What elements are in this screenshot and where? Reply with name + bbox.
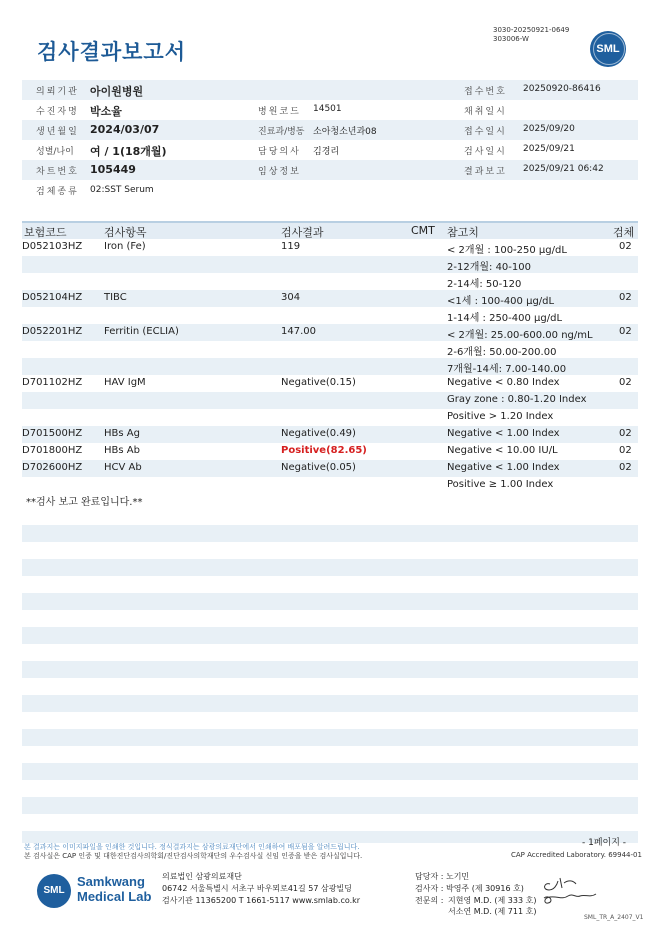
image-notice: 본 결과지는 이미지파일을 인쇄한 것입니다. 정식결과지는 삼광의료재단에서 인쇄하여 배포됨을 알려드립니다. (24, 843, 360, 851)
brand-name-1: Samkwang (77, 874, 145, 889)
row-specimen: 02 (619, 326, 632, 337)
table-row (22, 477, 638, 494)
value-receipt-time: 2025/09/20 (523, 124, 575, 134)
footer-brand (77, 874, 151, 904)
examiner: 검사자 : 박영주 (제 30916 호) (415, 884, 524, 893)
value-chart-number: 105449 (90, 163, 136, 176)
info-row-3 (22, 120, 638, 140)
table-row (22, 307, 638, 324)
footer-sml-logo: SML (37, 874, 71, 908)
label-chart-number: 차트번호 (36, 167, 79, 177)
value-birth-date: 2024/03/07 (90, 123, 160, 136)
table-row (22, 239, 638, 256)
row-specimen: 02 (619, 462, 632, 473)
report-title: 검사결과보고서 (37, 40, 187, 64)
cap-accreditation: CAP Accredited Laboratory. 69944-01 (511, 851, 642, 859)
info-row-2 (22, 100, 638, 120)
row-specimen: 02 (619, 428, 632, 439)
row-item: HBs Ag (104, 428, 140, 439)
row-specimen: 02 (619, 377, 632, 388)
row-code: D701800HZ (22, 445, 83, 456)
label-receipt-time: 접수일시 (464, 127, 507, 137)
table-row (22, 443, 638, 460)
value-department: 소아청소년과08 (313, 127, 377, 137)
row-item: TIBC (104, 292, 127, 303)
row-reference: Positive > 1.20 Index (447, 411, 554, 422)
label-clinical-info: 임상정보 (258, 167, 301, 177)
form-code: SML_TR_A_2407_V1 (584, 914, 644, 921)
row-reference: Positive ≥ 1.00 Index (447, 479, 554, 490)
label-requesting-institution: 의뢰기관 (36, 87, 79, 97)
row-result: Negative(0.49) (281, 428, 356, 439)
row-reference: < 2개월 : 100-250 μg/dL (447, 245, 567, 256)
report-completion-note: **검사 보고 완료입니다.** (26, 497, 143, 508)
brand-name-2: Medical Lab (77, 889, 152, 904)
label-test-time: 검사일시 (464, 147, 507, 157)
table-row (22, 358, 638, 375)
label-sex-age: 성별/나이 (36, 147, 74, 157)
row-reference: 2-14세: 50-120 (447, 279, 522, 290)
document-id (493, 26, 569, 44)
organization-address: 06742 서울특별시 서초구 바우뫼로41길 57 삼광빌딩 (162, 884, 352, 893)
info-row-1 (22, 80, 638, 100)
table-row (22, 426, 638, 443)
row-item: HAV IgM (104, 377, 146, 388)
signature-image (540, 868, 600, 912)
row-reference: Negative < 0.80 Index (447, 377, 560, 388)
empty-row (22, 797, 638, 814)
label-specimen-type: 검체종류 (36, 187, 79, 197)
value-report-time: 2025/09/21 06:42 (523, 164, 604, 174)
row-result: Negative(0.05) (281, 462, 356, 473)
label-collection-time: 채취일시 (464, 107, 507, 117)
row-result: 147.00 (281, 326, 316, 337)
row-result: 304 (281, 292, 301, 303)
empty-row (22, 559, 638, 576)
table-row (22, 273, 638, 290)
value-test-time: 2025/09/21 (523, 144, 575, 154)
row-reference: 2-12개월: 40-100 (447, 262, 531, 273)
label-patient-name: 수진자명 (36, 107, 79, 117)
info-row-5 (22, 160, 638, 180)
accreditation-notice: 본 검사실은 CAP 인증 및 대한진단검사의학회/진단검사의학재단의 우수검사실 신임 인증을 받은 검사실입니다. (24, 852, 363, 860)
label-birth-date: 생년월일 (36, 127, 79, 137)
row-specimen: 02 (619, 445, 632, 456)
value-receipt-number: 20250920-86416 (523, 84, 601, 94)
row-code: D701102HZ (22, 377, 83, 388)
sml-logo: SML (590, 31, 626, 67)
row-item: Iron (Fe) (104, 241, 146, 252)
value-sex-age: 여 / 1(18개월) (90, 145, 167, 158)
empty-row (22, 729, 638, 746)
table-row (22, 460, 638, 477)
specialist-label: 전문의 : (415, 896, 444, 905)
value-patient-name: 박소율 (90, 105, 122, 118)
header-test-item: 검사항목 (104, 226, 147, 239)
empty-row (22, 695, 638, 712)
header-insurance-code: 보험코드 (24, 226, 67, 239)
header-cmt: CMT (411, 224, 435, 237)
empty-row (22, 627, 638, 644)
table-row (22, 375, 638, 392)
row-code: D052201HZ (22, 326, 83, 337)
specialist-1: 지현영 M.D. (제 333 호) (448, 896, 537, 905)
page-number: - 1페이지 - (582, 838, 627, 848)
header-reference: 참고치 (447, 226, 479, 239)
document-id-line-1: 3030-20250921-0649 (493, 26, 570, 34)
table-row (22, 392, 638, 409)
row-item: Ferritin (ECLIA) (104, 326, 179, 337)
row-result-positive: Positive(82.65) (281, 445, 367, 456)
row-reference: Gray zone : 0.80-1.20 Index (447, 394, 587, 405)
row-item: HCV Ab (104, 462, 142, 473)
row-code: D052104HZ (22, 292, 83, 303)
header-test-result: 검사결과 (281, 226, 324, 239)
row-reference: Negative < 1.00 Index (447, 428, 560, 439)
value-attending-doctor: 김경리 (313, 147, 340, 157)
table-row (22, 324, 638, 341)
label-department: 진료과/병동 (258, 127, 305, 137)
table-row (22, 256, 638, 273)
row-result: 119 (281, 241, 301, 252)
document-id-line-2: 303006-W (493, 35, 529, 43)
header-specimen: 검체 (613, 226, 635, 239)
row-result: Negative(0.15) (281, 377, 356, 388)
organization-contact: 검사기관 11365200 T 1661-5117 www.smlab.co.kr (162, 896, 361, 905)
row-code: D702600HZ (22, 462, 83, 473)
row-code: D052103HZ (22, 241, 83, 252)
row-specimen: 02 (619, 241, 632, 252)
row-reference: 2-6개월: 50.00-200.00 (447, 347, 557, 358)
organization-name: 의료법인 삼광의료재단 (162, 872, 242, 881)
row-reference: Negative < 10.00 IU/L (447, 445, 558, 456)
label-attending-doctor: 담당의사 (258, 147, 301, 157)
row-specimen: 02 (619, 292, 632, 303)
empty-row (22, 525, 638, 542)
row-reference: Negative < 1.00 Index (447, 462, 560, 473)
table-row (22, 409, 638, 426)
info-row-4 (22, 140, 638, 160)
empty-row (22, 763, 638, 780)
info-row-6 (22, 180, 638, 200)
row-reference: <1세 : 100-400 μg/dL (447, 296, 555, 307)
specialist-2: 서소연 M.D. (제 711 호) (448, 907, 537, 916)
row-reference: 7개월-14세: 7.00-140.00 (447, 364, 567, 375)
value-requesting-institution: 아이원병원 (90, 85, 144, 98)
results-table-header (22, 221, 638, 239)
row-item: HBs Ab (104, 445, 140, 456)
label-hospital-code: 병원코드 (258, 107, 301, 117)
label-report-time: 결과보고 (464, 167, 507, 177)
manager: 담당자 : 노기민 (415, 872, 470, 881)
value-hospital-code: 14501 (313, 104, 342, 114)
row-reference: 1-14세 : 250-400 μg/dL (447, 313, 563, 324)
table-row (22, 341, 638, 358)
row-reference: < 2개월: 25.00-600.00 ng/mL (447, 330, 593, 341)
empty-row (22, 661, 638, 678)
row-code: D701500HZ (22, 428, 83, 439)
value-specimen-type: 02:SST Serum (90, 185, 154, 195)
table-row (22, 290, 638, 307)
label-receipt-number: 접수번호 (464, 87, 507, 97)
empty-row (22, 593, 638, 610)
